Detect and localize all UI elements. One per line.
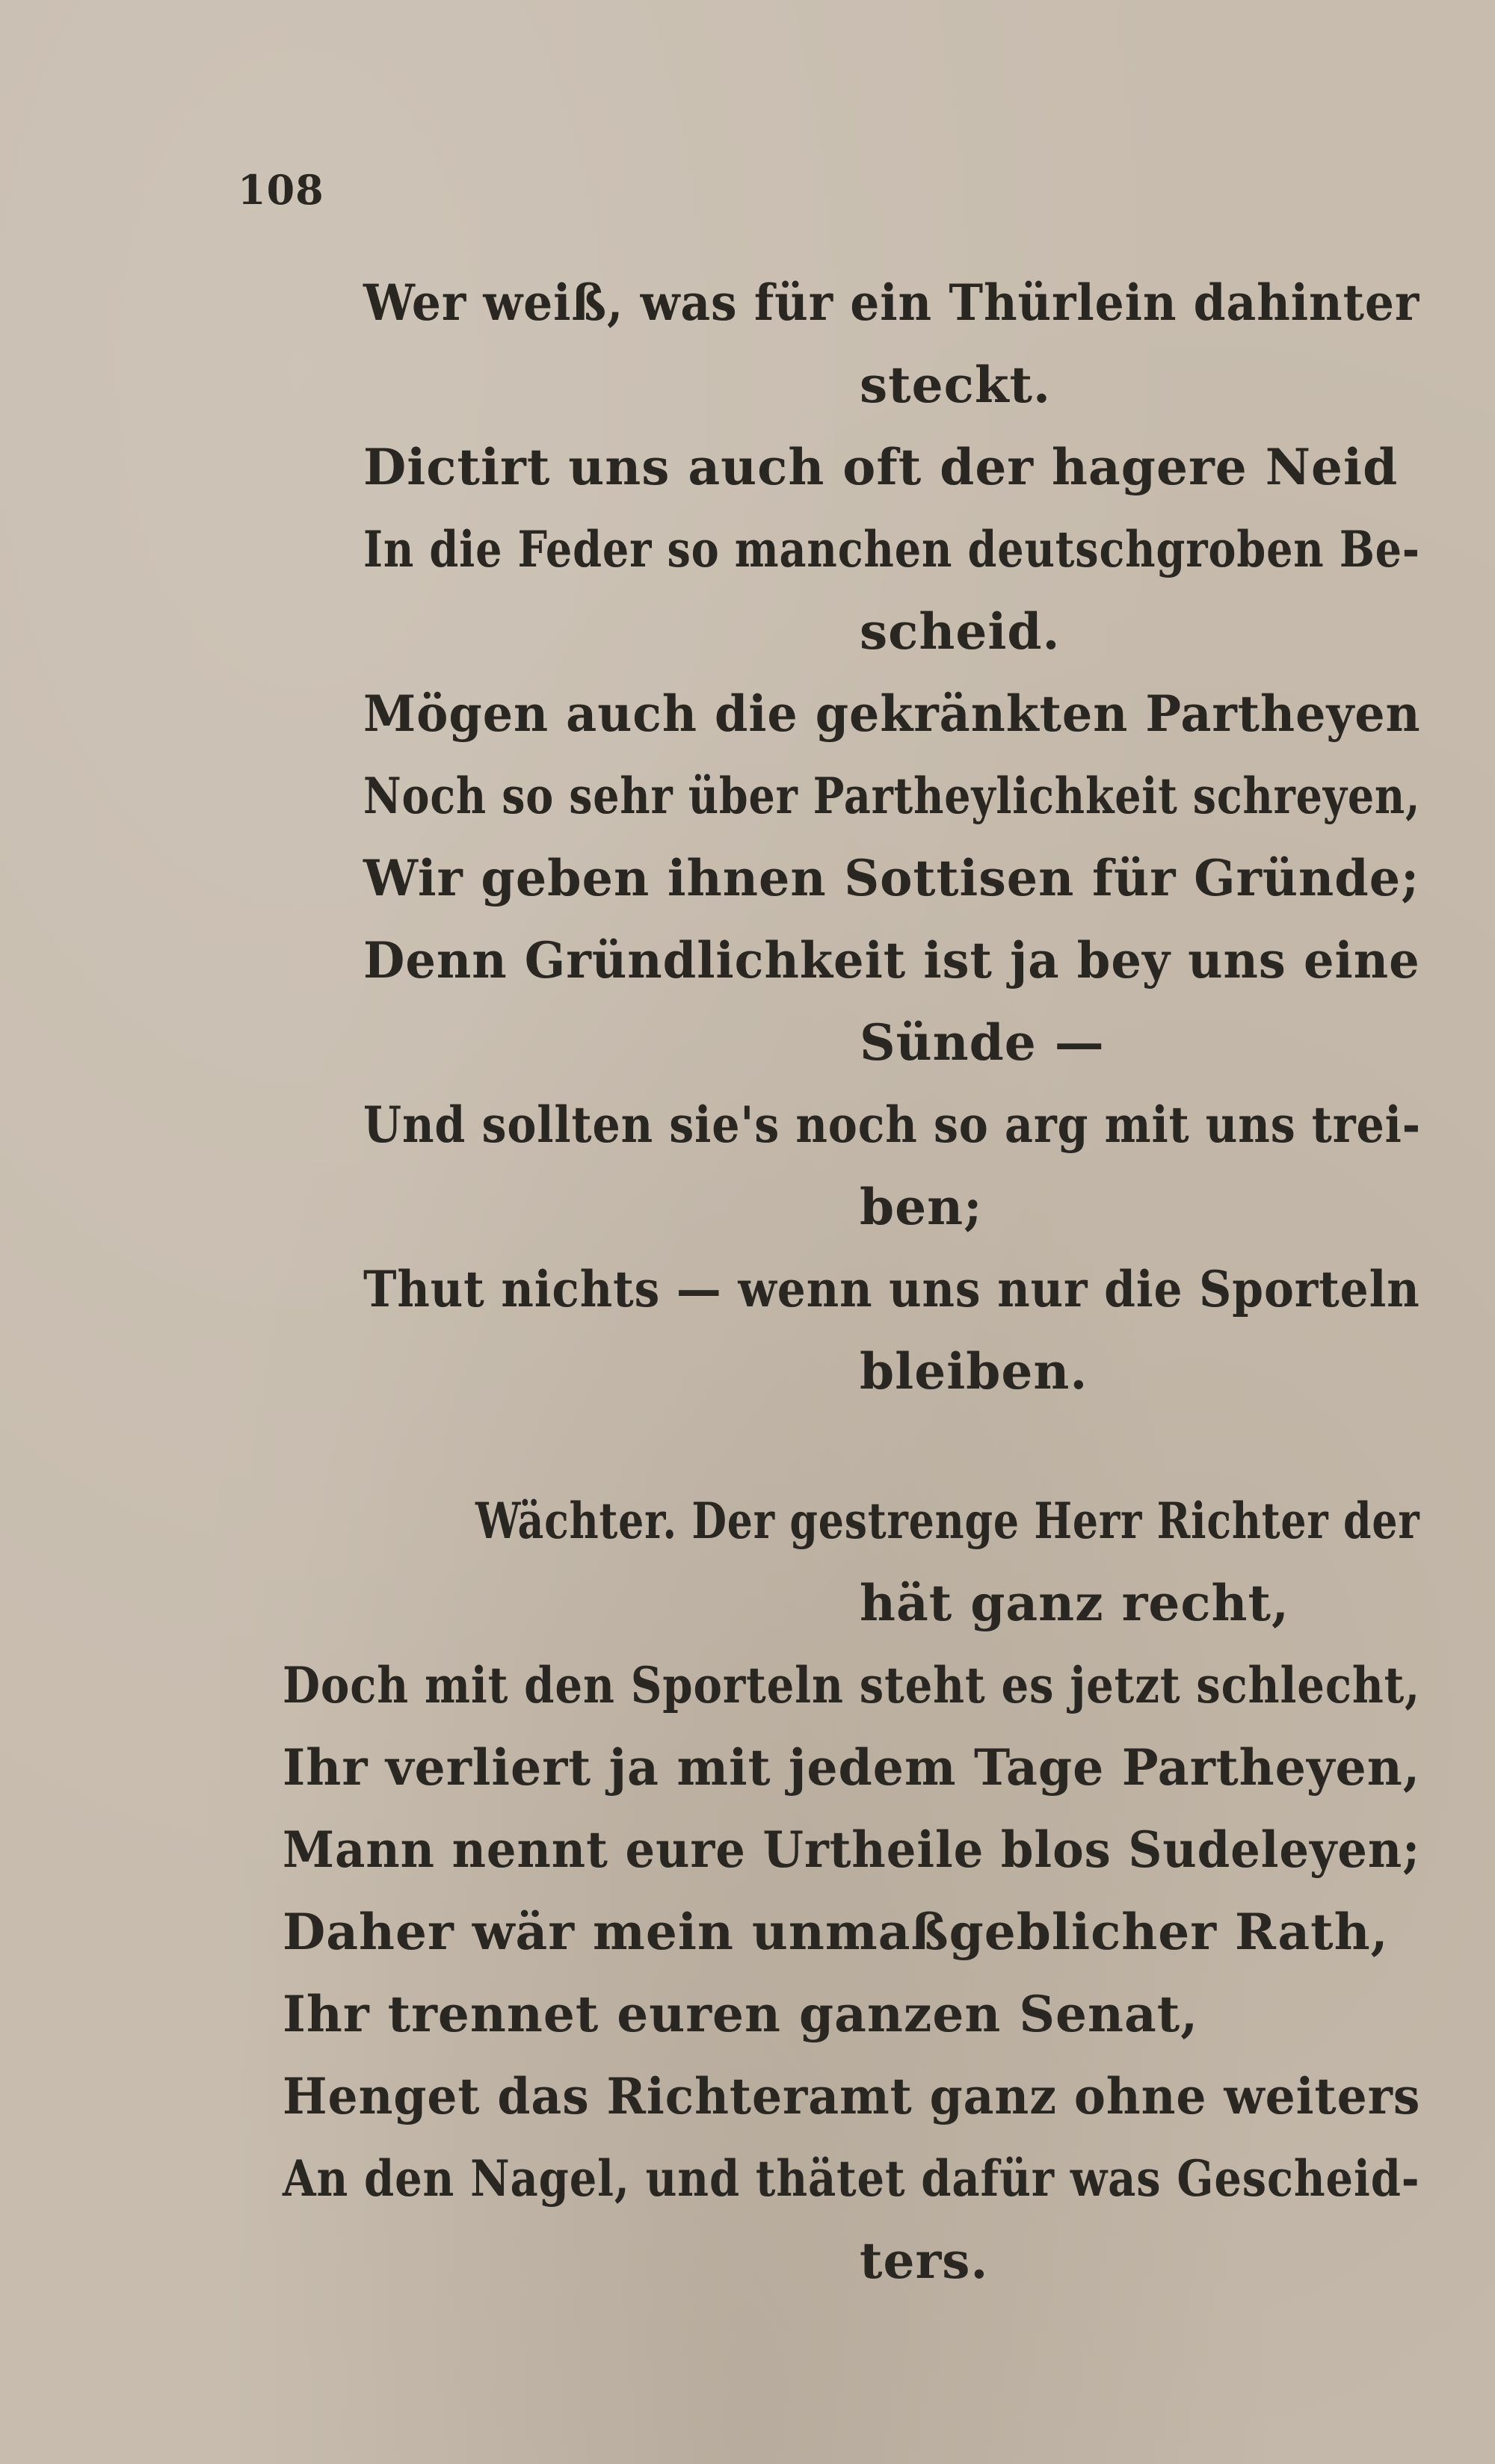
verse-line: Und sollten sie's noch so arg mit uns trei- bbox=[363, 1096, 1421, 1154]
verse-line: Ihr trennet euren ganzen Senat, bbox=[283, 1985, 1199, 2043]
verse-line: In die Feder so manchen deutschgroben Be- bbox=[363, 520, 1420, 578]
verse-line-continuation: ben; bbox=[860, 1178, 983, 1236]
verse-line-continuation: steckt. bbox=[860, 356, 1052, 414]
verse-line: Thut nichts — wenn uns nur die Sporteln bbox=[363, 1260, 1420, 1318]
verse-line: Mögen auch die gekränkten Partheyen bbox=[363, 685, 1421, 743]
verse-line: Mann nennt eure Urtheile blos Sudeleyen; bbox=[283, 1821, 1421, 1879]
verse-line: Denn Gründlichkeit ist ja bey uns eine bbox=[363, 931, 1420, 989]
verse-line: Dictirt uns auch oft der hagere Neid bbox=[363, 438, 1399, 496]
verse-line: Wer weiß, was für ein Thürlein dahinter bbox=[363, 274, 1420, 332]
speaker-line bbox=[475, 1492, 1420, 1550]
verse-line-continuation: Sünde — bbox=[860, 1013, 1105, 1072]
verse-line: Wir geben ihnen Sottisen für Gründe; bbox=[363, 849, 1420, 907]
verse-line-continuation: scheid. bbox=[860, 602, 1061, 661]
verse-line: An den Nagel, und thätet dafür was Gescheid- bbox=[283, 2149, 1420, 2208]
speaker-name: Wächter. bbox=[475, 1492, 677, 1550]
verse-line: Ihr verliert ja mit jedem Tage Partheyen, bbox=[283, 1738, 1421, 1797]
verse-line: Henget das Richteramt ganz ohne weiters bbox=[283, 2067, 1421, 2125]
verse-line: Noch so sehr über Partheylichkeit schreyen, bbox=[363, 767, 1421, 825]
verse-line: Doch mit den Sporteln steht es jetzt schlecht, bbox=[283, 1656, 1421, 1714]
verse-line-continuation: bleiben. bbox=[860, 1342, 1088, 1401]
verse-line: Daher wär mein unmaßgeblicher Rath, bbox=[283, 1903, 1389, 1961]
verse-line: Der gestrenge Herr Richter der bbox=[691, 1492, 1420, 1550]
page-number: 108 bbox=[238, 166, 324, 214]
verse-line-continuation: hät ganz recht, bbox=[860, 1574, 1289, 1632]
verse-line-continuation: ters. bbox=[860, 2232, 989, 2290]
